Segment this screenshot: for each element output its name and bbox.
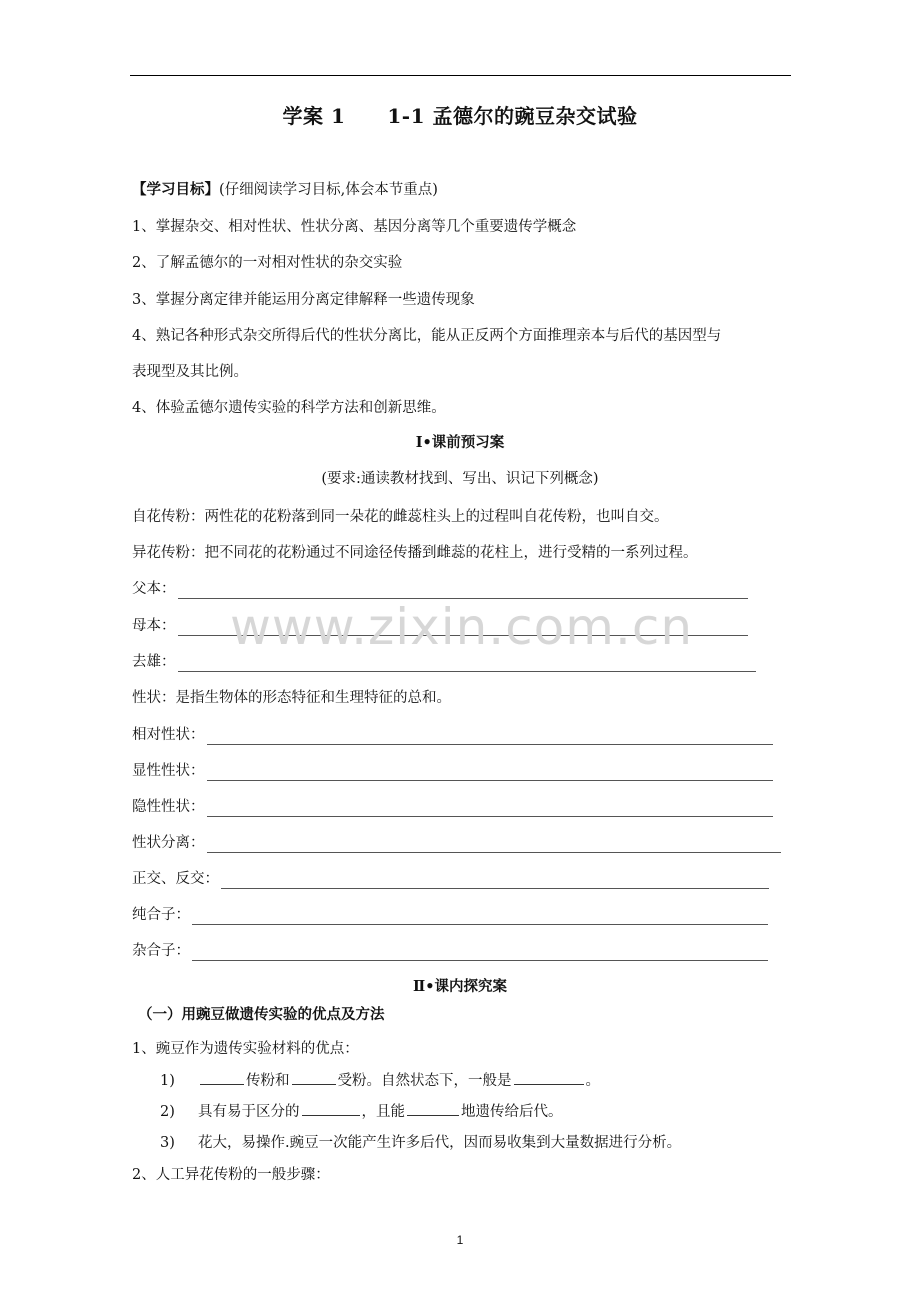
blank-row-emasculation (132, 652, 756, 672)
fill-blank[interactable] (292, 1070, 336, 1085)
question-2: 2、人工异花传粉的一般步骤： (132, 1167, 330, 1183)
self-pollination-definition: 自花传粉：两性花的花粉落到同一朵花的雌蕊柱头上的过程叫自花传粉，也叫自交。 (132, 509, 669, 525)
objective-item: 1、掌握杂交、相对性状、性状分离、基因分离等几个重要遗传学概念 (132, 219, 577, 235)
blank-label: 隐性性状： (132, 799, 205, 815)
objective-item: 4、熟记各种形式杂交所得后代的性状分离比，能从正反两个方面推理亲本与后代的基因型与 (132, 328, 722, 344)
answer-text: 具有易于区分的 (198, 1104, 300, 1120)
page-title (0, 100, 920, 129)
objective-item: 表现型及其比例。 (132, 364, 248, 380)
title-number: 学案 1 (282, 104, 346, 128)
answer-line[interactable] (207, 766, 773, 781)
blank-label: 相对性状： (132, 727, 205, 743)
blank-row-relative-trait (132, 725, 773, 745)
objective-item: 4、体验孟德尔遗传实验的科学方法和创新思维。 (132, 400, 446, 416)
watermark: www.zixin.com.cn (230, 598, 694, 656)
item-number: 1) (160, 1073, 175, 1089)
item-number: 2) (160, 1104, 175, 1120)
blank-label: 性状分离： (132, 835, 205, 851)
answer-text: 。 (585, 1073, 600, 1089)
blank-row-homozygote (132, 905, 768, 925)
page-number: 1 (456, 1233, 464, 1247)
answer-text: 传粉和 (246, 1073, 290, 1089)
objective-item: 2、了解孟德尔的一对相对性状的杂交实验 (132, 255, 403, 271)
section2-subheading: （一）用豌豆做遗传实验的优点及方法 (138, 1006, 385, 1023)
answer-line[interactable] (221, 874, 769, 889)
fill-blank[interactable] (514, 1070, 584, 1085)
fill-blank[interactable] (407, 1101, 459, 1116)
answer-text: 地遗传给后代。 (461, 1104, 563, 1120)
blank-label: 去雄： (132, 654, 176, 670)
answer-2 (160, 1101, 563, 1122)
blank-label: 纯合子： (132, 907, 190, 923)
objectives-heading: 【学习目标】 (132, 181, 219, 198)
fill-blank[interactable] (302, 1101, 360, 1116)
blank-row-segregation (132, 833, 781, 853)
answer-line[interactable] (192, 910, 768, 925)
answer-3 (160, 1133, 681, 1153)
objective-item: 3、掌握分离定律并能运用分离定律解释一些遗传现象 (132, 292, 475, 308)
section1-note: (要求:通读教材找到、写出、识记下列概念) (321, 471, 599, 487)
fill-blank[interactable] (200, 1070, 244, 1085)
blank-row-mother (132, 616, 748, 636)
blank-row-father (132, 579, 748, 599)
blank-row-recessive-trait (132, 797, 773, 817)
cross-pollination-definition: 异花传粉：把不同花的花粉通过不同途径传播到雌蕊的花柱上，进行受精的一系列过程。 (132, 545, 698, 561)
answer-1 (160, 1070, 600, 1091)
objectives-heading-line (132, 180, 438, 200)
answer-line[interactable] (207, 802, 773, 817)
answer-line[interactable] (207, 730, 773, 745)
answer-line[interactable] (207, 838, 781, 853)
blank-row-heterozygote (132, 941, 768, 961)
answer-line[interactable] (178, 657, 756, 672)
blank-label: 显性性状： (132, 763, 205, 779)
section1-heading: Ⅰ•课前预习案 (415, 434, 505, 451)
answer-text: 花大，易操作.豌豆一次能产生许多后代，因而易收集到大量数据进行分析。 (198, 1135, 682, 1151)
blank-label: 正交、反交： (132, 871, 219, 887)
answer-line[interactable] (192, 946, 768, 961)
blank-label: 母本： (132, 618, 176, 634)
objectives-note: (仔细阅读学习目标,体会本节重点) (219, 182, 438, 198)
question-1: 1、豌豆作为遗传实验材料的优点： (132, 1041, 359, 1057)
blank-row-dominant-trait (132, 761, 773, 781)
trait-definition: 性状：是指生物体的形态特征和生理特征的总和。 (132, 690, 451, 706)
answer-text: ，且能 (361, 1104, 405, 1120)
header-rule (130, 75, 791, 76)
answer-text: 受粉。自然状态下，一般是 (337, 1073, 512, 1089)
answer-line[interactable] (178, 621, 748, 636)
blank-label: 杂合子： (132, 943, 190, 959)
section2-heading: Ⅱ•课内探究案 (413, 978, 507, 995)
item-number: 3) (160, 1135, 175, 1151)
blank-label: 父本： (132, 581, 176, 597)
answer-line[interactable] (178, 584, 748, 599)
blank-row-reciprocal-cross (132, 869, 769, 889)
title-text: 1-1 孟德尔的豌豆杂交试验 (387, 104, 638, 128)
